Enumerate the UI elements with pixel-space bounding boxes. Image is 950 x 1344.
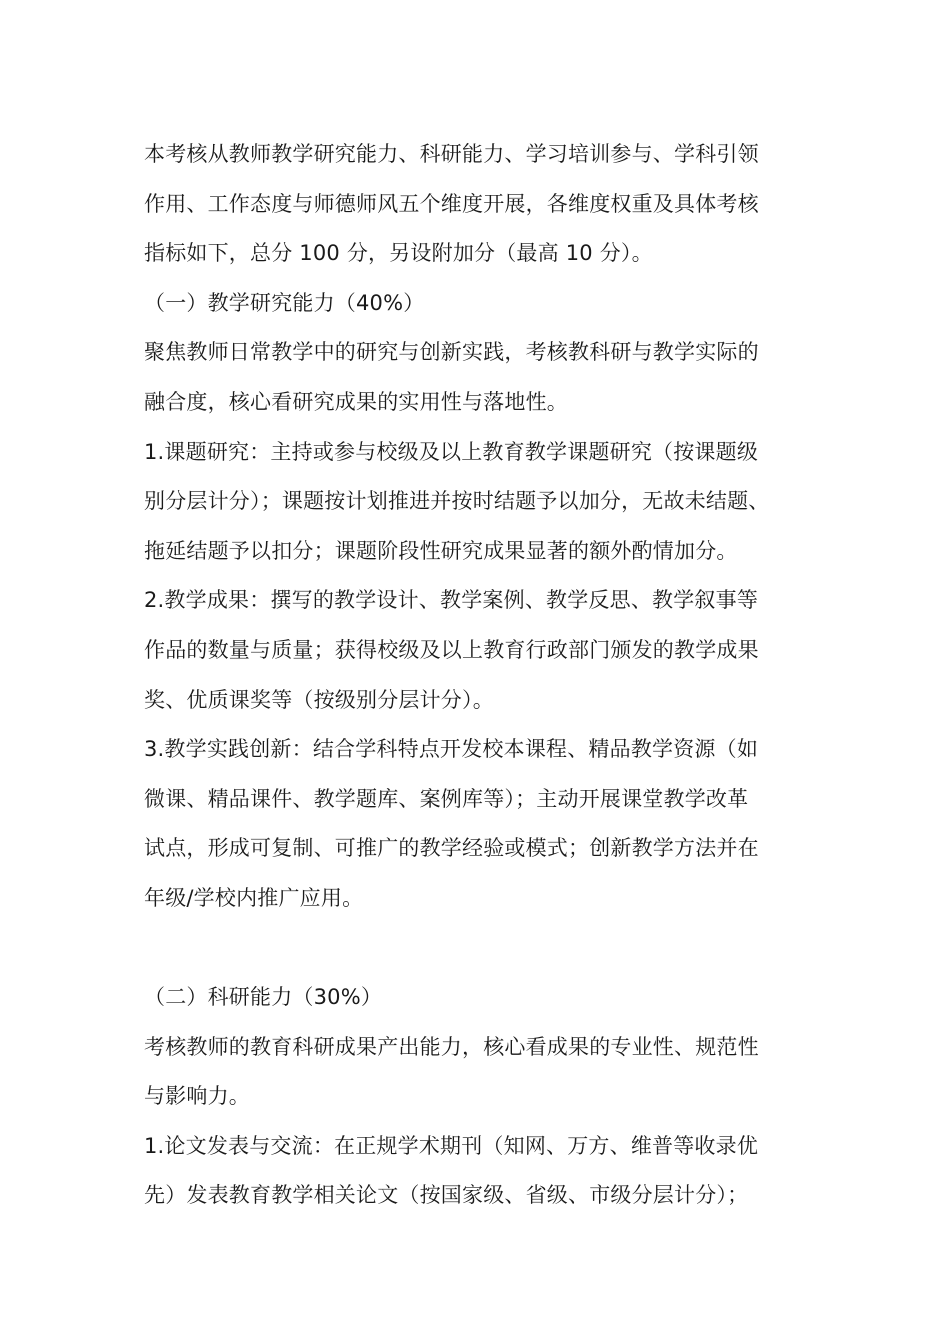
- text-line: 聚焦教师日常教学中的研究与创新实践，考核教科研与教学实际的: [144, 340, 759, 365]
- text-line: 3.教学实践创新：结合学科特点开发校本课程、精品教学资源（如: [144, 737, 759, 762]
- text-line: 先）发表教育教学相关论文（按国家级、省级、市级分层计分）；: [144, 1183, 749, 1208]
- text-line: 试点，形成可复制、可推广的教学经验或模式；创新教学方法并在: [144, 836, 759, 861]
- section-heading: （二）科研能力（30%）: [144, 985, 383, 1010]
- text-line: 微课、精品课件、教学题库、案例库等）；主动开展课堂教学改革: [144, 786, 749, 811]
- text-line: 考核教师的教育科研成果产出能力，核心看成果的专业性、规范性: [144, 1034, 759, 1059]
- section-heading: （一）教学研究能力（40%）: [144, 290, 425, 315]
- criterion-item: [144, 576, 834, 725]
- section-description: [144, 1023, 834, 1122]
- text-line: 2.教学成果：撰写的教学设计、教学案例、教学反思、教学叙事等: [144, 588, 759, 613]
- section-1: [144, 279, 834, 924]
- section-2: [144, 973, 834, 1221]
- text-line: 年级/学校内推广应用。: [144, 885, 364, 910]
- text-line: 作品的数量与质量；获得校级及以上教育行政部门颁发的教学成果: [144, 637, 759, 662]
- text-line: 1.课题研究：主持或参与校级及以上教育教学课题研究（按课题级: [144, 439, 759, 464]
- text-line: 拖延结题予以扣分；课题阶段性研究成果显著的额外酌情加分。: [144, 538, 738, 563]
- section-description: [144, 328, 834, 427]
- text-line: 与影响力。: [144, 1084, 250, 1109]
- criterion-item: [144, 1122, 834, 1221]
- criterion-item: [144, 725, 834, 923]
- blank-line: [144, 924, 834, 974]
- text-line: 指标如下，总分 100 分，另设附加分（最高 10 分）。: [144, 241, 653, 266]
- document-body: [144, 130, 834, 1221]
- intro-paragraph: [144, 130, 834, 279]
- text-line: 本考核从教师教学研究能力、科研能力、学习培训参与、学科引领: [144, 142, 759, 166]
- text-line: 作用、工作态度与师德师风五个维度开展，各维度权重及具体考核: [144, 191, 759, 216]
- criterion-item: [144, 428, 834, 577]
- text-line: 1.论文发表与交流：在正规学术期刊（知网、万方、维普等收录优: [144, 1133, 759, 1158]
- text-line: 别分层计分）；课题按计划推进并按时结题予以加分，无故未结题、: [144, 489, 770, 514]
- text-line: 奖、优质课奖等（按级别分层计分）。: [144, 687, 494, 712]
- text-line: 融合度，核心看研究成果的实用性与落地性。: [144, 389, 568, 414]
